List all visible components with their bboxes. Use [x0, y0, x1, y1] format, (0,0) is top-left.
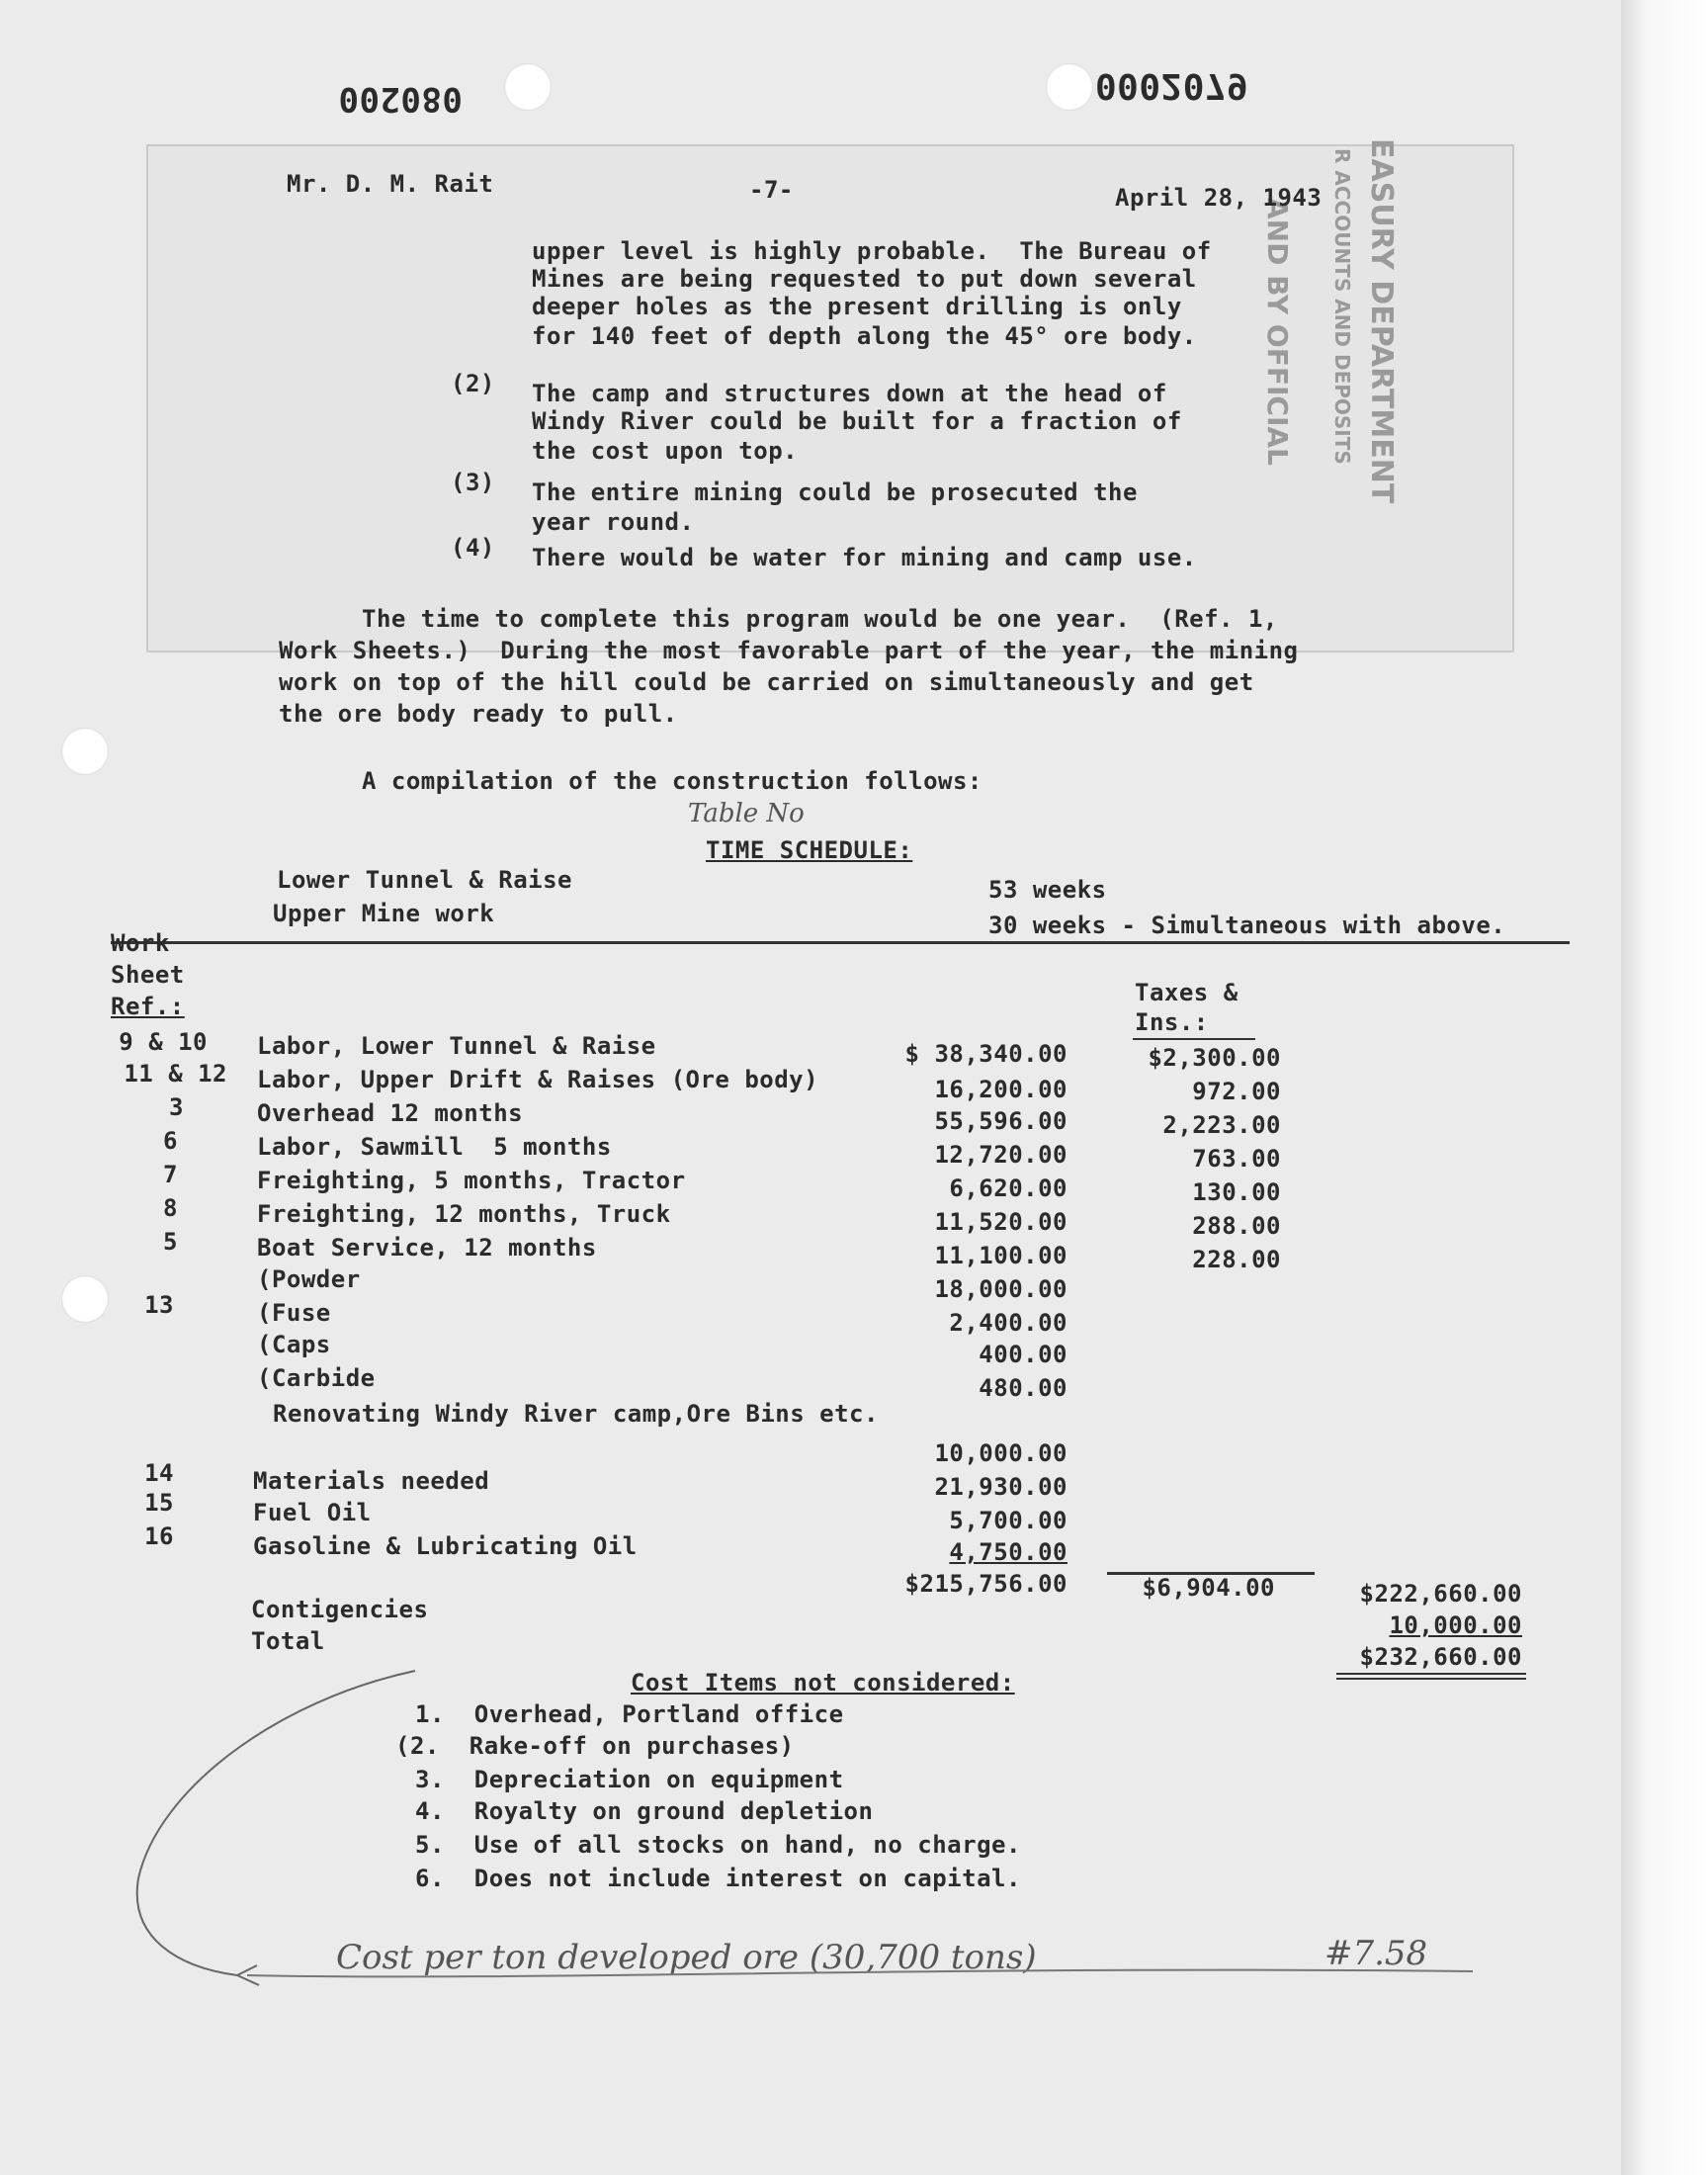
row-item: Labor, Upper Drift & Raises (Ore body) [257, 1066, 819, 1093]
punch-hole-left-1 [61, 728, 109, 775]
total-double-rule [1336, 1678, 1526, 1680]
page-edge [1621, 0, 1708, 2175]
row-ref: 13 [144, 1291, 174, 1319]
letter-date: April 28, 1943 [1115, 184, 1323, 212]
row-amount: 400.00 [979, 1341, 1068, 1368]
point-number: (2) [451, 370, 495, 397]
schedule-item: Lower Tunnel & Raise [277, 866, 572, 894]
continuation-line: Mines are being requested to put down several [532, 265, 1197, 293]
row-item: Renovating Windy River camp,Ore Bins etc. [273, 1400, 879, 1428]
paragraph-line: The time to complete this program would be one year. (Ref. 1, [362, 605, 1278, 633]
total-value: $232,660.00 [1359, 1643, 1522, 1671]
page-number: -7- [749, 176, 794, 204]
row-item: Materials needed [253, 1467, 490, 1495]
compilation-intro: A compilation of the construction follows: [362, 767, 982, 795]
stamp-text-3: AND BY OFFICIAL [1261, 198, 1294, 466]
row-item: (Fuse [257, 1299, 331, 1327]
row-ref: 14 [144, 1459, 174, 1487]
row-amount: 11,520.00 [934, 1208, 1068, 1236]
not-considered-item: 5. Use of all stocks on hand, no charge. [415, 1831, 1021, 1859]
stamp-text-2: R ACCOUNTS AND DEPOSITS [1330, 148, 1354, 465]
total-double-rule [1336, 1673, 1526, 1675]
row-item: Overhead 12 months [257, 1099, 524, 1127]
row-ref: 9 & 10 [119, 1028, 208, 1056]
row-amount: 55,596.00 [934, 1107, 1068, 1135]
paragraph-line: the ore body ready to pull. [279, 700, 678, 728]
point-line: Windy River could be built for a fraction of [532, 407, 1182, 435]
time-schedule-title: TIME SCHEDULE: [706, 836, 913, 864]
row-taxes: 763.00 [1192, 1145, 1281, 1173]
row-amount: 480.00 [979, 1374, 1068, 1402]
schedule-duration: 30 weeks - Simultaneous with above. [988, 912, 1506, 939]
row-item: Labor, Lower Tunnel & Raise [257, 1032, 656, 1060]
row-ref: 7 [163, 1161, 178, 1188]
taxes-header: Ins.: [1135, 1008, 1209, 1036]
point-number: (4) [451, 534, 495, 562]
row-item: Labor, Sawmill 5 months [257, 1133, 612, 1161]
row-amount: 10,000.00 [934, 1439, 1068, 1467]
row-taxes: 2,223.00 [1162, 1111, 1281, 1139]
row-ref: 11 & 12 [124, 1060, 227, 1088]
not-considered-item: 1. Overhead, Portland office [415, 1700, 844, 1728]
row-amount: 16,200.00 [934, 1076, 1068, 1103]
point-line: the cost upon top. [532, 437, 799, 465]
handwritten-table-note: Table No [688, 799, 805, 828]
continuation-line: deeper holes as the present drilling is only [532, 293, 1182, 320]
subtotal-taxes: $6,904.00 [1142, 1574, 1275, 1602]
row-taxes: 972.00 [1192, 1078, 1281, 1105]
point-line: There would be water for mining and camp use. [532, 544, 1197, 571]
point-line: year round. [532, 508, 695, 536]
row-amount: 12,720.00 [934, 1141, 1068, 1169]
row-taxes: 130.00 [1192, 1178, 1281, 1206]
not-considered-item: 4. Royalty on ground depletion [415, 1797, 874, 1825]
row-amount: 18,000.00 [934, 1275, 1068, 1303]
schedule-duration: 53 weeks [988, 876, 1107, 904]
row-ref: 5 [163, 1228, 178, 1256]
row-ref: 6 [163, 1127, 178, 1155]
contingencies-label: Contigencies [251, 1596, 429, 1623]
schedule-item: Upper Mine work [273, 900, 495, 927]
row-amount: 21,930.00 [934, 1473, 1068, 1501]
not-considered-item: 6. Does not include interest on capital. [415, 1865, 1021, 1892]
not-considered-title: Cost Items not considered: [631, 1669, 1015, 1696]
row-item: Gasoline & Lubricating Oil [253, 1532, 638, 1560]
row-amount: 11,100.00 [934, 1242, 1068, 1269]
row-item: Fuel Oil [253, 1499, 372, 1526]
contingencies-value: 10,000.00 [1389, 1611, 1522, 1639]
taxes-header-underline [1133, 1038, 1255, 1040]
subtotal-combined: $222,660.00 [1359, 1580, 1522, 1608]
row-ref: 3 [169, 1093, 184, 1121]
row-amount: 5,700.00 [949, 1507, 1068, 1534]
row-amount: 6,620.00 [949, 1174, 1068, 1202]
row-taxes: 228.00 [1192, 1246, 1281, 1273]
row-amount: $ 38,340.00 [904, 1040, 1068, 1068]
not-considered-item: 3. Depreciation on equipment [415, 1766, 844, 1793]
taxes-header: Taxes & [1135, 979, 1238, 1006]
row-ref: 8 [163, 1194, 178, 1222]
handwritten-note: Cost per ton developed ore (30,700 tons) [336, 1938, 1037, 1977]
ref-header: Sheet [111, 961, 185, 989]
paragraph-line: work on top of the hill could be carried on simultaneously and get [279, 668, 1254, 696]
punch-hole-top-right [1046, 63, 1093, 111]
document-number-left: 080200 [338, 79, 463, 119]
point-line: The entire mining could be prosecuted the [532, 478, 1138, 506]
row-taxes: 288.00 [1192, 1212, 1281, 1240]
continuation-line: upper level is highly probable. The Bureau of [532, 237, 1212, 265]
stamp-text-1: EASURY DEPARTMENT [1364, 138, 1399, 504]
addressee: Mr. D. M. Rait [287, 170, 494, 198]
total-label: Total [251, 1627, 325, 1655]
ref-header: Ref.: [111, 993, 185, 1020]
row-item: (Caps [257, 1331, 331, 1358]
ref-header: Work [111, 929, 170, 957]
punch-hole-left-2 [61, 1275, 109, 1323]
paragraph-line: Work Sheets.) During the most favorable part of the year, the mining [279, 637, 1299, 664]
schedule-underline [111, 941, 1570, 944]
row-item: (Carbide [257, 1364, 376, 1392]
row-item: (Powder [257, 1265, 361, 1293]
row-amount: 4,750.00 [949, 1538, 1068, 1566]
continuation-line: for 140 feet of depth along the 45° ore body. [532, 322, 1197, 350]
point-number: (3) [451, 469, 495, 496]
row-taxes: $2,300.00 [1148, 1044, 1281, 1072]
handwritten-strike [247, 1956, 1473, 1995]
row-item: Boat Service, 12 months [257, 1234, 597, 1262]
row-ref: 15 [144, 1489, 174, 1517]
handwritten-note-value: #7.58 [1324, 1934, 1428, 1973]
row-amount: 2,400.00 [949, 1309, 1068, 1337]
row-ref: 16 [144, 1522, 174, 1550]
row-item: Freighting, 12 months, Truck [257, 1200, 671, 1228]
document-number-right: 0002079 [1095, 65, 1249, 106]
not-considered-item: (2. Rake-off on purchases) [395, 1732, 795, 1760]
row-item: Freighting, 5 months, Tractor [257, 1167, 686, 1194]
point-line: The camp and structures down at the head of [532, 380, 1167, 407]
subtotal-amount: $215,756.00 [904, 1570, 1068, 1598]
punch-hole-top-left [504, 63, 552, 111]
